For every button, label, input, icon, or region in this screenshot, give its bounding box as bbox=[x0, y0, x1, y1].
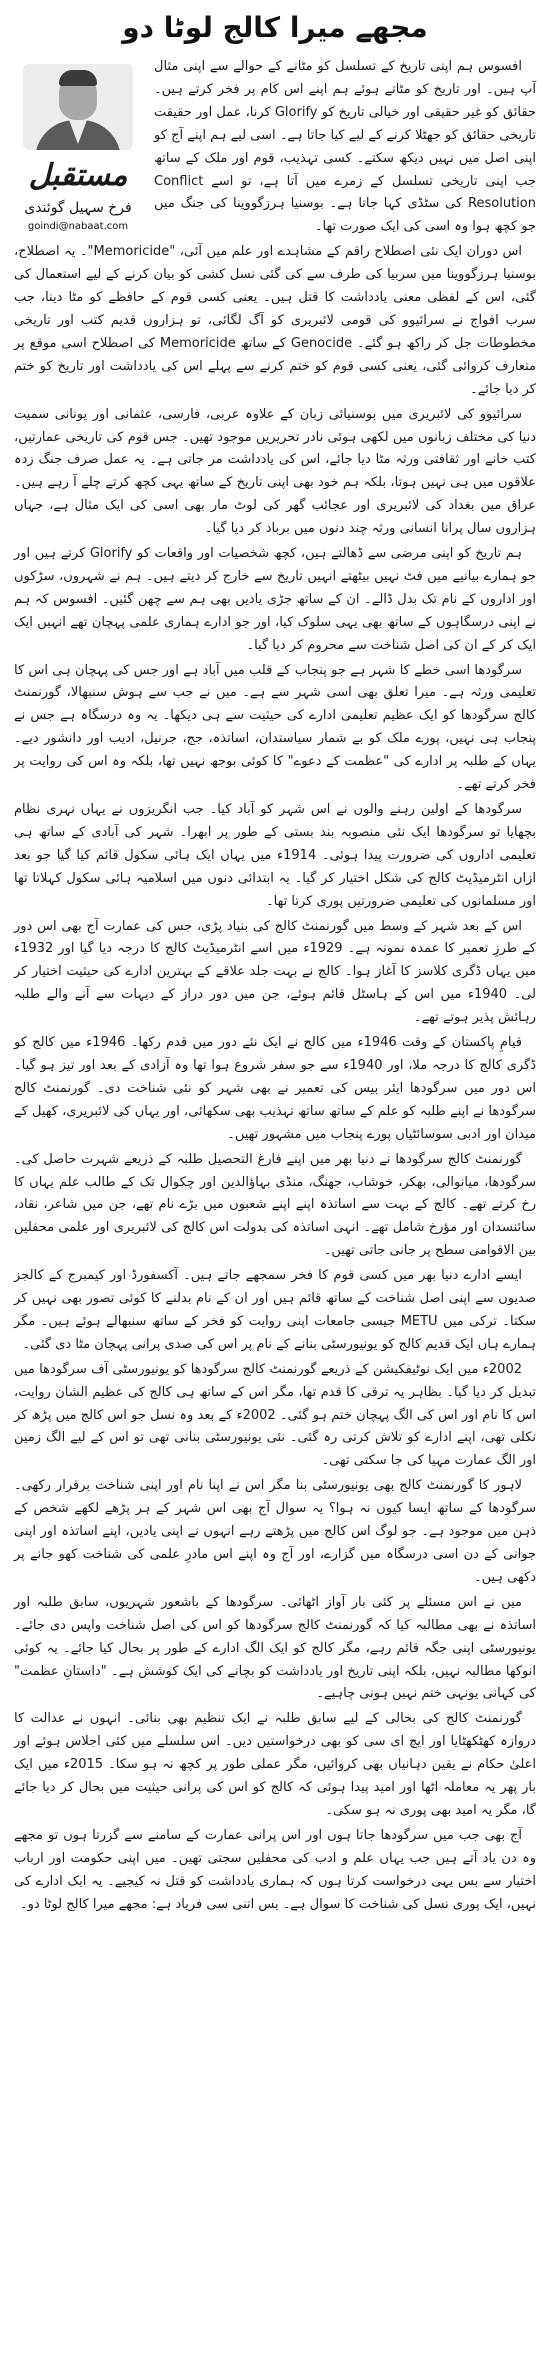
paragraph: سرگودھا کے اولین رہنے والوں نے اس شہر کو آباد کیا۔ جب انگریزوں نے یہاں نہری نظام بچھایا تو سرگودھا ایک نئی منصوبہ بند بستی کے طور پر ابھرا۔ شہر کی آبادی کے ساتھ ہی تعلیمی اداروں کی ضرورت پیدا ہوئی۔ 1914ء میں یہاں ایک ہائی سکول قائم کیا گیا جو بعد ازاں انٹرمیڈیٹ کالج کی شکل اختیار کر گیا۔ یہ ابتدائی دنوں میں اسلامیہ ہائی سکول کہلاتا تھا اور مسلمانوں کی تعلیمی ضرورتیں پوری کرتا تھا۔ bbox=[14, 802, 536, 909]
paragraph: افسوس ہم اپنی تاریخ کے تسلسل کو مٹانے کے حوالے سے اپنی مثال آپ ہیں۔ اور تاریخ کو مٹاتے ہوئے ہم اپنے اس کام پر فخر کرتے ہیں۔ حقائق کو غیر حقیقی اور خیالی تاریخ کو Glorify کرنا، عمل اور حقیقت تاریخی حقائق کو جھٹلا کرنے کے لیے کیا جاتا ہے۔ اسی لیے ہم اپنے آج کو اپنی اصل میں نہیں دیکھ سکتے۔ کسی تہذیب، قوم اور ملک کے ساتھ جب اپنی تاریخی تسلسل کے زمرے میں آتا ہے، تو اسے Conflict Resolution کی سٹڈی کہا جاتا ہے۔ بوسنیا ہرزگووینا کی جنگ میں جو کچھ ہوا وہ اسی کی ایک صورت تھا۔ bbox=[154, 59, 536, 235]
paragraph: میں نے اس مسئلے پر کئی بار آواز اٹھائی۔ سرگودھا کے باشعور شہریوں، سابق طلبہ اور اساتذہ نے بھی مطالبہ کیا کہ گورنمنٹ کالج سرگودھا کو اس کی اصل شناخت واپس دی جائے۔ یونیورسٹی اپنی جگہ قائم رہے، مگر کالج کو ایک الگ ادارے کے طور پر بحال کیا جائے۔ یہ کوئی انوکھا مطالبہ نہیں، بلکہ اپنی تاریخ اور یادداشت کو بچانے کی ایک کوشش ہے۔ "داستانِ عظمت" کی کہانی یونہی ختم نہیں ہونی چاہیے۔ bbox=[14, 1594, 536, 1702]
paragraph: آج بھی جب میں سرگودھا جاتا ہوں اور اس پرانی عمارت کے سامنے سے گزرتا ہوں تو مجھے وہ دن یاد آتے ہیں جب یہاں علم و ادب کی محفلیں سجتی تھیں۔ میں اپنی حکومت اور ارباب اختیار سے بس یہی درخواست کرتا ہوں کہ ہماری یادداشت کو قتل نہ کیجیے۔ یہ ایک ادارے کی نہیں، ایک پوری نسل کی شناخت کا سوال ہے۔ بس اتنی سی فریاد ہے: مجھے میرا کالج لوٹا دو۔ bbox=[14, 1827, 536, 1912]
paragraph: اس دوران ایک نئی اصطلاح راقم کے مشاہدے اور علم میں آئی، "Memoricide"۔ یہ اصطلاح، بوسنیا ہرزگووینا میں سربیا کی طرف سے کی گئی نسل کشی کو بیان کرنے کے لیے استعمال کی گئی، اس کے لفظی معنی یادداشت کا قتل ہیں۔ یعنی کسی قوم کے حافظے کو مٹا دینا، جب سرب افواج نے سرائیوو کی قومی لائبریری کو آگ لگائی، تو ہزاروں قدیم کتب اور تاریخی مخطوطات جل کر راکھ ہو گئے۔ Genocide کے ساتھ Memoricide کی اصطلاح اسی موقع پر متعارف کروائی گئی، یعنی کسی قوم کو ختم کرنے سے پہلے اس کی یادداشت اور تاریخ کو ختم کر دیا جائے۔ bbox=[14, 244, 536, 397]
paragraph: 2002ء میں ایک نوٹیفکیشن کے ذریعے گورنمنٹ کالج سرگودھا کو یونیورسٹی آف سرگودھا میں تبدیل کر دیا گیا۔ بظاہر یہ ترقی کا قدم تھا، مگر اس کے ساتھ ہی کالج کی عظیم الشان روایت، اس کا نام اور اس کی الگ پہچان ختم ہو گئی۔ 2002ء کے بعد وہ نسل جو اس کالج میں پڑھ کر نکلی تھی، اپنے ادارے کو تلاش کرتی رہ گئی۔ نئی یونیورسٹی بنانی تھی تو اس کے لیے الگ زمین اور الگ عمارت مہیا کی جا سکتی تھی۔ bbox=[14, 1361, 536, 1469]
paragraph: لاہور کا گورنمنٹ کالج بھی یونیورسٹی بنا مگر اس نے اپنا نام اور اپنی شناخت برقرار رکھی۔ سرگودھا کے ساتھ ایسا کیوں نہ ہوا؟ یہ سوال آج بھی اس شہر کے ہر پڑھے لکھے شخص کے ذہن میں موجود ہے۔ جو لوگ اس کالج میں پڑھتے رہے انہوں نے اپنی یادیں، اپنے اساتذہ اور اپنی جوانی کے دن اسی درسگاہ میں گزارے، اور آج وہ اپنے اس مادرِ علمی کی شناخت کھو جانے پر دکھی ہیں۔ bbox=[14, 1478, 536, 1585]
paragraph: گورنمنٹ کالج کی بحالی کے لیے سابق طلبہ نے ایک تنظیم بھی بنائی۔ انہوں نے عدالت کا دروازہ کھٹکھٹایا اور ایچ ای سی کو بھی درخواستیں دیں۔ اس سلسلے میں کئی اجلاس ہوئے اور اعلیٰ حکام نے یقین دہانیاں بھی کروائیں، مگر عملی طور پر کچھ نہ ہو سکا۔ 2015ء میں ایک بار پھر یہ معاملہ اٹھا اور امید پیدا ہوئی کہ کالج کو اس کی پرانی حیثیت میں بحال کر دیا جائے گا، مگر یہ امید بھی پوری نہ ہو سکی۔ bbox=[14, 1711, 536, 1818]
paragraph: ایسے ادارے دنیا بھر میں کسی قوم کا فخر سمجھے جاتے ہیں۔ آکسفورڈ اور کیمبرج کے کالجز صدیوں سے اپنی اصل شناخت کے ساتھ قائم ہیں اور ان کے نام بدلنے کا کوئی تصور بھی نہیں کر سکتا۔ ترکی میں METU جیسی جامعات اپنی روایت کو فخر کے ساتھ سنبھالے ہوئے ہیں۔ مگر ہمارے ہاں ایک قدیم کالج کو یونیورسٹی بنانے کے نام پر اس کی صدی پرانی پہچان مٹا دی گئی۔ bbox=[14, 1268, 536, 1352]
article-body bbox=[14, 56, 536, 1917]
author-email[interactable]: goindi@nabaat.com bbox=[27, 221, 129, 232]
paragraph: سرگودھا اسی خطے کا شہر ہے جو پنجاب کے قلب میں آباد ہے اور جس کی پہچان ہی اس کا تعلیمی ورثہ ہے۔ میرا تعلق بھی اسی شہر سے ہے۔ میں نے جب سے ہوش سنبھالا، گورنمنٹ کالج سرگودھا کو ایک عظیم تعلیمی ادارے کی حیثیت سے ہی دیکھا۔ یہ وہ درسگاہ ہے جس نے پنجاب ہی نہیں، پورے ملک کو بے شمار سیاستدان، اساتذہ، جج، جرنیل، ادیب اور دانشور دیے۔ یہاں کے طلبہ پر ادارے کی "عظمت کے دعوے" کا کوئی بوجھ نہیں تھا، بلکہ وہ اس کی روایت پر فخر کرتے تھے۔ bbox=[14, 662, 536, 793]
paragraph: ہم تاریخ کو اپنی مرضی سے ڈھالتے ہیں، کچھ شخصیات اور واقعات کو Glorify کرتے ہیں اور جو ہمارے بیانیے میں فٹ نہیں بیٹھتے انہیں تاریخ سے خارج کر دیتے ہیں۔ ہم نے شہروں، سڑکوں اور اداروں کے نام تک بدل ڈالے۔ ان کے ساتھ جڑی یادیں بھی ہم سے چھن گئیں۔ افسوس کہ ہم نے اپنی درسگاہوں کے ساتھ بھی یہی سلوک کیا، اور جو ادارے ہماری علمی پہچان تھے انہیں ایک ایک کر کے ان کی اصل شناخت سے محروم کر دیا گیا۔ bbox=[14, 546, 536, 653]
paragraph: سرائیوو کی لائبریری میں بوسنیائی زبان کے علاوہ عربی، فارسی، عثمانی اور یونانی سمیت دنیا کی مختلف زبانوں میں لکھی ہوئی نادر تحریریں موجود تھیں۔ جس قوم کی تاریخی عمارتیں، کتب خانے اور ثقافتی ورثہ مٹا دیا جائے، اس کی یادداشت مر جاتی ہے۔ یہ عمل صرف جنگ زدہ علاقوں میں ہی نہیں ہوتا، بلکہ ہم خود بھی اپنی تاریخ کے ساتھ یہی کچھ کرتے چلے آ رہے ہیں۔ عراق میں بغداد کی لائبریری اور عجائب گھر کی لوٹ مار بھی اسی کی ایک مثال ہے، جہاں ہزاروں سال پرانا انسانی ورثہ چند دنوں میں برباد کر دیا گیا۔ bbox=[14, 406, 536, 537]
article-title: مجھے میرا کالج لوٹا دو bbox=[122, 11, 428, 44]
author-byline bbox=[14, 64, 142, 234]
column-name: مستقبل bbox=[28, 158, 128, 193]
paragraph: اس کے بعد شہر کے وسط میں گورنمنٹ کالج کی بنیاد پڑی، جس کی عمارت آج بھی اس دور کے طرزِ تعمیر کا عمدہ نمونہ ہے۔ 1929ء میں اسے انٹرمیڈیٹ کالج کا درجہ دیا گیا اور 1932ء میں یہاں ڈگری کلاسز کا آغاز ہوا۔ کالج نے بہت جلد علاقے کے بہترین ادارے کی حیثیت اختیار کر لی۔ 1940ء میں اس کے ہاسٹل قائم ہوئے، جن میں دور دراز کے دیہات سے آنے والے طلبہ رہائش پذیر ہوتے تھے۔ bbox=[14, 918, 537, 1026]
author-name: فرخ سہیل گوئندی bbox=[24, 200, 132, 216]
paragraph: گورنمنٹ کالج سرگودھا نے دنیا بھر میں اپنے فارغ التحصیل طلبہ کے ذریعے شہرت حاصل کی۔ سرگودھا، میانوالی، بھکر، خوشاب، جھنگ، منڈی بہاؤالدین اور چکوال تک کے طالب علم یہاں کا رخ کرتے تھے۔ کالج کے بہت سے اساتذہ اپنے اپنے شعبوں میں بڑے نام تھے، جن میں شاعر، نقاد، سائنسدان اور مؤرخ شامل تھے۔ انہی اساتذہ کی بدولت اس کالج کی لائبریری اور علمی محفلیں بین الاقوامی سطح پر جانی جاتی تھیں۔ bbox=[14, 1151, 536, 1259]
paragraph: قیامِ پاکستان کے وقت 1946ء میں کالج نے ایک نئے دور میں قدم رکھا۔ 1946ء میں کالج کو ڈگری کالج کا درجہ ملا، اور 1940ء سے جو سفر شروع ہوا تھا وہ آزادی کے بعد اور تیز ہو گیا۔ اس دور میں سرگودھا ایئر بیس کی تعمیر نے بھی شہر کو نئی شناخت دی۔ گورنمنٹ کالج سرگودھا نے اپنے طلبہ کو علم کے ساتھ ساتھ تہذیب بھی سکھائی، اور یہاں کی لائبریری، کھیل کے میدان اور ادبی سوسائٹیاں پورے پنجاب میں مشہور تھیں۔ bbox=[14, 1035, 536, 1142]
author-photo bbox=[23, 64, 133, 150]
